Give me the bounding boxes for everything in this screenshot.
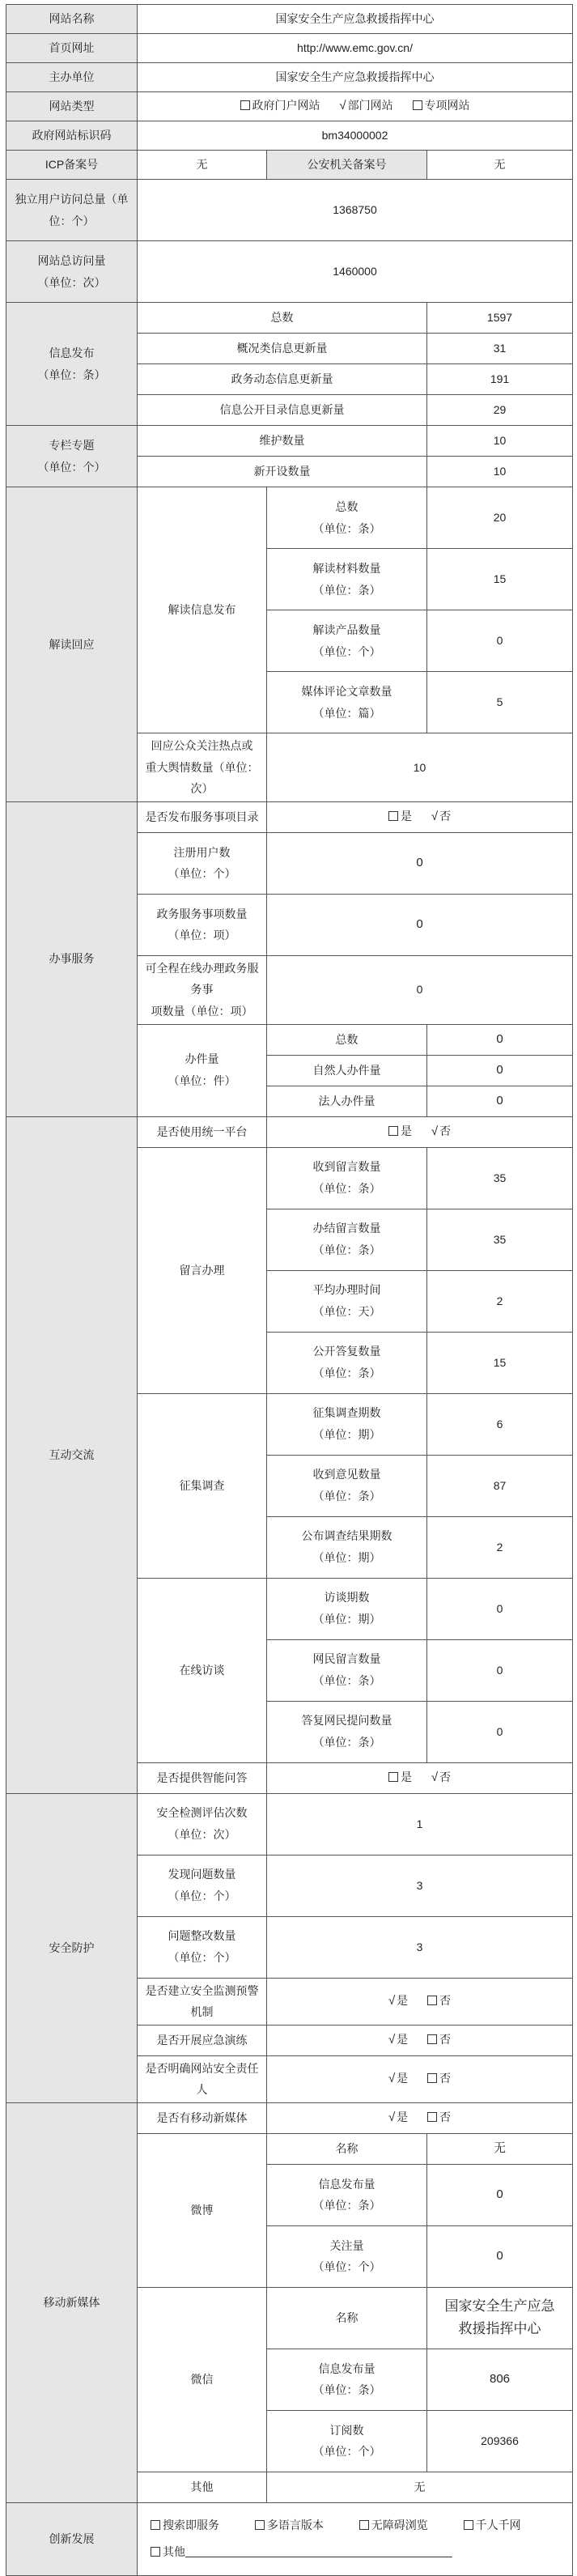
website-annual-report-table xyxy=(6,4,573,2576)
service-online-label: 可全程在线办理政务服务事 项数量（单位：项） xyxy=(138,955,267,1024)
homepage-url-label: 首页网址 xyxy=(6,34,138,63)
info-overview-label: 概况类信息更新量 xyxy=(138,334,427,364)
service-online-value: 0 xyxy=(267,955,573,1024)
survey-results-label: 公布调查结果期数 （单位：期） xyxy=(267,1516,427,1578)
wechat-name-value: 国家安全生产应急 救援指挥中心 xyxy=(427,2287,573,2349)
wechat-posts-value: 806 xyxy=(427,2349,573,2410)
weibo-posts-value: 0 xyxy=(427,2164,573,2225)
security-detect-label: 安全检测评估次数 （单位：次） xyxy=(138,1793,267,1855)
checkbox-icon xyxy=(151,2520,160,2530)
check-mark-icon: √ xyxy=(431,810,439,824)
option-accessibility[interactable]: 无障碍浏览 xyxy=(359,2512,428,2540)
interpret-media-label: 媒体评论文章数量 （单位：篇） xyxy=(267,672,427,733)
msg-pub-label: 公开答复数量 （单位：条） xyxy=(267,1332,427,1393)
option-no[interactable]: 否 xyxy=(427,2106,451,2128)
site-name-value: 国家安全生产应急救援指挥中心 xyxy=(138,5,573,34)
service-catalog-options xyxy=(267,801,573,832)
info-total-value: 1597 xyxy=(427,303,573,334)
option-multi-language[interactable]: 多语言版本 xyxy=(255,2512,324,2540)
service-catalog-label: 是否发布服务事项目录 xyxy=(138,801,267,832)
site-code-label: 政府网站标识码 xyxy=(6,121,138,151)
msg-avg-label: 平均办理时间 （单位：天） xyxy=(267,1270,427,1332)
service-items-label: 政务服务事项数量 （单位：项） xyxy=(138,894,267,955)
msg-recv-value: 35 xyxy=(427,1147,573,1209)
service-handle-total-value: 0 xyxy=(427,1024,573,1055)
security-found-value: 3 xyxy=(267,1855,573,1916)
police-record-label: 公安机关备案号 xyxy=(267,151,427,180)
security-fixed-label: 问题整改数量 （单位：个） xyxy=(138,1916,267,1978)
option-personalized[interactable]: 千人千网 xyxy=(464,2512,521,2540)
checkbox-icon xyxy=(464,2520,473,2530)
page-views-value: 1460000 xyxy=(138,241,573,303)
checkbox-icon xyxy=(388,1126,398,1136)
wechat-label: 微信 xyxy=(138,2287,267,2472)
wechat-subs-label: 订阅数 （单位：个） xyxy=(267,2410,427,2472)
checkbox-icon xyxy=(388,1772,398,1782)
interpret-product-label: 解读产品数量 （单位：个） xyxy=(267,610,427,672)
mobile-other-value: 无 xyxy=(267,2472,573,2502)
police-record-value: 无 xyxy=(427,151,573,180)
security-warn-options xyxy=(267,1978,573,2025)
column-new-label: 新开设数量 xyxy=(138,457,427,487)
service-legal-label: 法人办件量 xyxy=(267,1086,427,1116)
msg-recv-label: 收到留言数量 （单位：条） xyxy=(267,1147,427,1209)
column-label: 专栏专题 （单位：个） xyxy=(6,426,138,487)
interview-msgs-value: 0 xyxy=(427,1639,573,1701)
column-maintain-label: 维护数量 xyxy=(138,426,427,457)
option-department[interactable]: √ 部门网站 xyxy=(339,99,393,113)
interpret-respond-value: 10 xyxy=(267,733,573,802)
option-yes[interactable]: 是 xyxy=(388,1120,412,1142)
interpret-respond-label: 回应公众关注热点或 重大舆情数量（单位：次） xyxy=(138,733,267,802)
security-detect-value: 1 xyxy=(267,1793,573,1855)
site-type-options xyxy=(138,92,573,121)
survey-periods-value: 6 xyxy=(427,1393,573,1455)
check-mark-icon: √ xyxy=(388,2111,396,2125)
interact-interview-label: 在线访谈 xyxy=(138,1578,267,1762)
checkbox-icon xyxy=(413,100,422,110)
page-views-label: 网站总访问量 （单位：次） xyxy=(6,241,138,303)
unique-visitors-value: 1368750 xyxy=(138,180,573,241)
survey-periods-label: 征集调查期数 （单位：期） xyxy=(267,1393,427,1455)
interview-answers-label: 答复网民提问数量 （单位：条） xyxy=(267,1701,427,1762)
interpret-product-value: 0 xyxy=(427,610,573,672)
service-handle-label: 办件量 （单位：件） xyxy=(138,1024,267,1116)
checkbox-icon xyxy=(427,2034,437,2044)
checkbox-icon xyxy=(359,2520,369,2530)
mobile-other-label: 其他 xyxy=(138,2472,267,2502)
option-yes[interactable]: √ 是 xyxy=(388,1993,409,2008)
icp-value: 无 xyxy=(138,151,267,180)
interact-smart-label: 是否提供智能问答 xyxy=(138,1762,267,1793)
option-no[interactable]: 否 xyxy=(427,2029,451,2051)
innovation-label: 创新发展 xyxy=(6,2502,138,2575)
interact-label: 互动交流 xyxy=(6,1116,138,1793)
column-new-value: 10 xyxy=(427,457,573,487)
checkbox-icon xyxy=(427,2073,437,2083)
option-yes[interactable]: √ 是 xyxy=(388,2072,409,2086)
interact-platform-label: 是否使用统一平台 xyxy=(138,1116,267,1147)
wechat-posts-label: 信息发布量 （单位：条） xyxy=(267,2349,427,2410)
weibo-name-label: 名称 xyxy=(267,2133,427,2164)
check-mark-icon: √ xyxy=(388,1993,396,2008)
site-name-label: 网站名称 xyxy=(6,5,138,34)
innovation-options xyxy=(138,2502,573,2575)
option-yes[interactable]: 是 xyxy=(388,806,412,827)
info-overview-value: 31 xyxy=(427,334,573,364)
check-mark-icon: √ xyxy=(388,2072,396,2086)
option-special[interactable]: 专项网站 xyxy=(413,95,470,117)
wechat-name-label: 名称 xyxy=(267,2287,427,2349)
option-no[interactable]: 否 xyxy=(427,2068,451,2089)
service-handle-total-label: 总数 xyxy=(267,1024,427,1055)
msg-done-value: 35 xyxy=(427,1209,573,1270)
mobile-has-label: 是否有移动新媒体 xyxy=(138,2102,267,2133)
option-no[interactable]: √ 否 xyxy=(431,810,452,824)
report-page xyxy=(6,4,572,2559)
other-fill-line[interactable] xyxy=(185,2545,452,2557)
security-drill-options xyxy=(267,2025,573,2055)
checkbox-icon xyxy=(151,2547,160,2557)
option-yes[interactable]: √ 是 xyxy=(388,2033,409,2047)
site-code-value: bm34000002 xyxy=(138,121,573,151)
msg-avg-value: 2 xyxy=(427,1270,573,1332)
option-other[interactable]: 其他 xyxy=(151,2539,452,2566)
mobile-label: 移动新媒体 xyxy=(6,2102,138,2502)
interpret-material-label: 解读材料数量 （单位：条） xyxy=(267,549,427,610)
check-mark-icon: √ xyxy=(431,1124,439,1138)
interview-msgs-label: 网民留言数量 （单位：条） xyxy=(267,1639,427,1701)
site-type-label: 网站类型 xyxy=(6,92,138,121)
interview-answers-value: 0 xyxy=(427,1701,573,1762)
interpret-total-value: 20 xyxy=(427,487,573,549)
interact-smart-options xyxy=(267,1762,573,1793)
interact-survey-label: 征集调查 xyxy=(138,1393,267,1578)
info-publish-label: 信息发布 （单位：条） xyxy=(6,303,138,426)
service-person-value: 0 xyxy=(427,1055,573,1086)
interpret-material-value: 15 xyxy=(427,549,573,610)
check-mark-icon: √ xyxy=(339,99,346,113)
security-label: 安全防护 xyxy=(6,1793,138,2102)
option-yes[interactable]: √ 是 xyxy=(388,2111,409,2125)
interpret-total-label: 总数 （单位：条） xyxy=(267,487,427,549)
service-label: 办事服务 xyxy=(6,801,138,1116)
msg-pub-value: 15 xyxy=(427,1332,573,1393)
interview-periods-label: 访谈期数 （单位：期） xyxy=(267,1578,427,1639)
security-fixed-value: 3 xyxy=(267,1916,573,1978)
option-no[interactable]: √ 否 xyxy=(431,1124,452,1138)
option-no[interactable]: 否 xyxy=(427,1990,451,2012)
info-dynamic-label: 政务动态信息更新量 xyxy=(138,364,427,395)
interpret-media-value: 5 xyxy=(427,672,573,733)
info-catalog-value: 29 xyxy=(427,395,573,426)
info-dynamic-value: 191 xyxy=(427,364,573,395)
weibo-follow-value: 0 xyxy=(427,2225,573,2287)
survey-opinions-value: 87 xyxy=(427,1455,573,1516)
checkbox-icon xyxy=(240,100,250,110)
weibo-label: 微博 xyxy=(138,2133,267,2287)
service-users-value: 0 xyxy=(267,832,573,894)
interpret-publish-label: 解读信息发布 xyxy=(138,487,267,733)
security-found-label: 发现问题数量 （单位：个） xyxy=(138,1855,267,1916)
info-total-label: 总数 xyxy=(138,303,427,334)
mobile-has-options xyxy=(267,2102,573,2133)
interpret-label: 解读回应 xyxy=(6,487,138,802)
option-no[interactable]: √ 否 xyxy=(431,1770,452,1784)
check-mark-icon: √ xyxy=(388,2033,396,2047)
checkbox-icon xyxy=(427,1996,437,2005)
sponsor-label: 主办单位 xyxy=(6,63,138,92)
weibo-follow-label: 关注量 （单位：个） xyxy=(267,2225,427,2287)
weibo-name-value: 无 xyxy=(427,2133,573,2164)
icp-label: ICP备案号 xyxy=(6,151,138,180)
weibo-posts-label: 信息发布量 （单位：条） xyxy=(267,2164,427,2225)
check-mark-icon: √ xyxy=(431,1770,439,1784)
option-search-service[interactable]: 搜索即服务 xyxy=(151,2512,219,2540)
security-resp-label: 是否明确网站安全责任人 xyxy=(138,2055,267,2102)
option-yes[interactable]: 是 xyxy=(388,1766,412,1788)
survey-results-value: 2 xyxy=(427,1516,573,1578)
unique-visitors-label: 独立用户访问总量（单 位：个） xyxy=(6,180,138,241)
wechat-subs-value: 209366 xyxy=(427,2410,573,2472)
interact-msg-label: 留言办理 xyxy=(138,1147,267,1393)
info-catalog-label: 信息公开目录信息更新量 xyxy=(138,395,427,426)
interact-platform-options xyxy=(267,1116,573,1147)
sponsor-value: 国家安全生产应急救援指挥中心 xyxy=(138,63,573,92)
checkbox-icon xyxy=(255,2520,265,2530)
checkbox-icon xyxy=(388,811,398,821)
msg-done-label: 办结留言数量 （单位：条） xyxy=(267,1209,427,1270)
interview-periods-value: 0 xyxy=(427,1578,573,1639)
checkbox-icon xyxy=(427,2112,437,2122)
service-users-label: 注册用户数 （单位：个） xyxy=(138,832,267,894)
service-person-label: 自然人办件量 xyxy=(267,1055,427,1086)
option-portal[interactable]: 政府门户网站 xyxy=(240,95,320,117)
service-legal-value: 0 xyxy=(427,1086,573,1116)
column-maintain-value: 10 xyxy=(427,426,573,457)
security-drill-label: 是否开展应急演练 xyxy=(138,2025,267,2055)
security-warn-label: 是否建立安全监测预警机制 xyxy=(138,1978,267,2025)
homepage-url-value: http://www.emc.gov.cn/ xyxy=(138,34,573,63)
survey-opinions-label: 收到意见数量 （单位：条） xyxy=(267,1455,427,1516)
service-items-value: 0 xyxy=(267,894,573,955)
security-resp-options xyxy=(267,2055,573,2102)
